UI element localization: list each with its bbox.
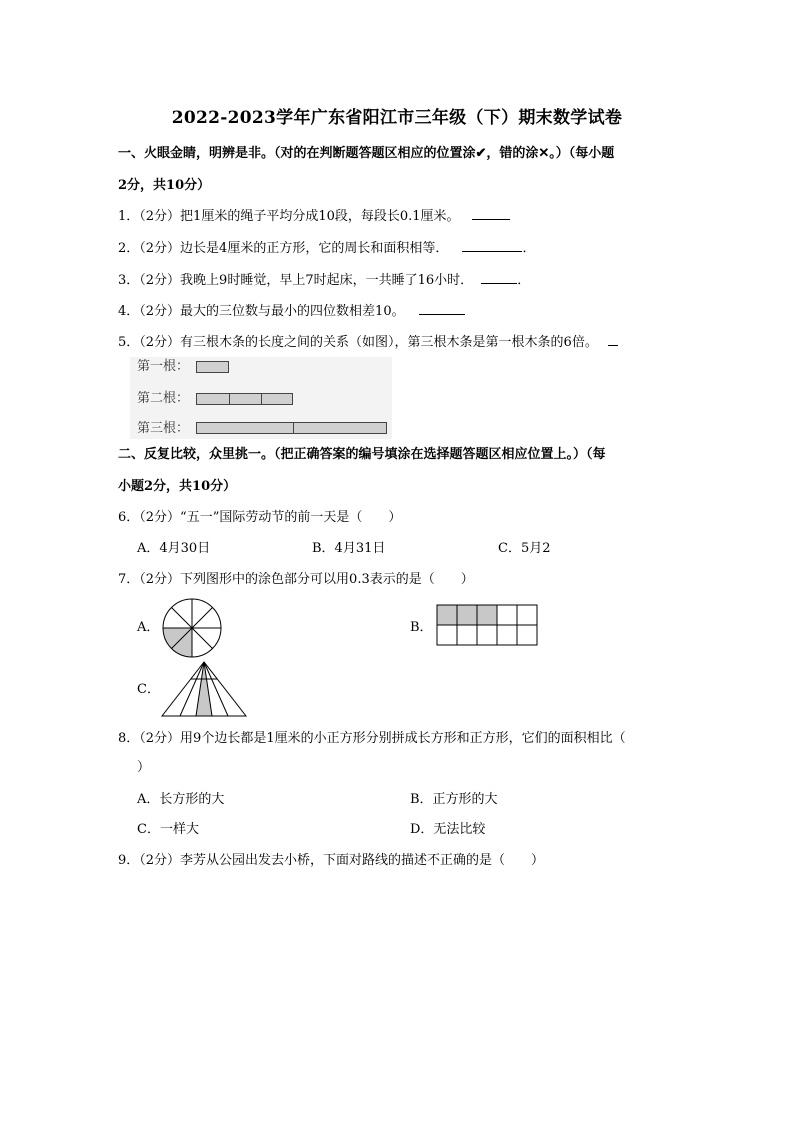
bar-label-second: 第二根：: [137, 391, 190, 406]
circle-eighths-figure: [160, 596, 224, 660]
rectangle-tenths-figure: [436, 604, 539, 647]
triangle-figure: [160, 660, 248, 718]
question-3: [118, 271, 530, 291]
question-8-option-a[interactable]: A．长方形的大: [137, 792, 225, 807]
bar-third: [196, 422, 387, 434]
question-2: [118, 239, 535, 259]
question-4-text: 4．（2分）最大的三位数与最小的四位数相差10。: [118, 304, 405, 319]
question-8-option-b[interactable]: B．正方形的大: [410, 792, 498, 807]
question-4-answer-blank[interactable]: [419, 302, 465, 315]
section2-heading-line2: 小题2分，共10分）: [118, 479, 237, 494]
question-7-option-b[interactable]: B．: [410, 620, 433, 635]
question-9: 9．（2分）李芳从公园出发去小桥，下面对路线的描述不正确的是（ ）: [118, 853, 545, 868]
question-3-text: 3．（2分）我晚上9时睡觉，早上7时起床，一共睡了16小时．: [118, 273, 474, 288]
question-5-answer-blank[interactable]: [608, 333, 618, 346]
question-8: 8．（2分）用9个边长都是1厘米的小正方形分别拼成长方形和正方形，它们的面积相比（: [118, 731, 626, 746]
question-2-answer-blank[interactable]: [462, 239, 522, 252]
question-3-end: ．: [517, 273, 531, 288]
question-8-option-c[interactable]: C．一样大: [137, 822, 199, 837]
question-4: [118, 302, 465, 322]
question-7-option-a[interactable]: A．: [137, 620, 160, 635]
question-6: 6．（2分）“五一”国际劳动节的前一天是（ ）: [118, 510, 402, 525]
bar-second: [196, 393, 293, 405]
question-5: [118, 333, 618, 353]
question-8-option-d[interactable]: D．无法比较: [410, 822, 486, 837]
section1-heading-line2: 2分，共10分）: [118, 178, 211, 193]
question-6-option-b[interactable]: B．4月31日: [312, 541, 386, 556]
page-title: 2022-2023学年广东省阳江市三年级（下）期末数学试卷: [171, 108, 623, 128]
question-1-answer-blank[interactable]: [472, 207, 510, 220]
question-1: [118, 207, 510, 227]
section2-heading-line1: 二、反复比较，众里挑一。（把正确答案的编号填涂在选择题答题区相应位置上。）（每: [118, 447, 606, 462]
bar-label-first: 第一根：: [137, 359, 190, 374]
question-3-answer-blank[interactable]: [481, 271, 517, 284]
question-6-option-c[interactable]: C．5月2: [498, 541, 551, 556]
section1-heading-line1: 一、火眼金睛，明辨是非。（对的在判断题答题区相应的位置涂✔，错的涂✕。）（每小题: [118, 146, 615, 161]
question-7-option-c[interactable]: C．: [137, 682, 160, 697]
question-8-cont: ）: [137, 760, 151, 775]
question-6-option-a[interactable]: A．4月30日: [137, 541, 211, 556]
bar-label-third: 第三根：: [137, 421, 190, 436]
question-2-end: ．: [522, 241, 536, 256]
bar-first: [196, 361, 229, 373]
question-2-text: 2．（2分）边长是4厘米的正方形，它的周长和面积相等．: [118, 241, 449, 256]
question-1-text: 1．（2分）把1厘米的绳子平均分成10段，每段长0.1厘米。: [118, 209, 460, 224]
question-7: 7．（2分）下列图形中的涂色部分可以用0.3表示的是（ ）: [118, 572, 474, 587]
question-5-text: 5．（2分）有三根木条的长度之间的关系（如图），第三根木条是第一根木条的6倍。: [118, 335, 598, 350]
